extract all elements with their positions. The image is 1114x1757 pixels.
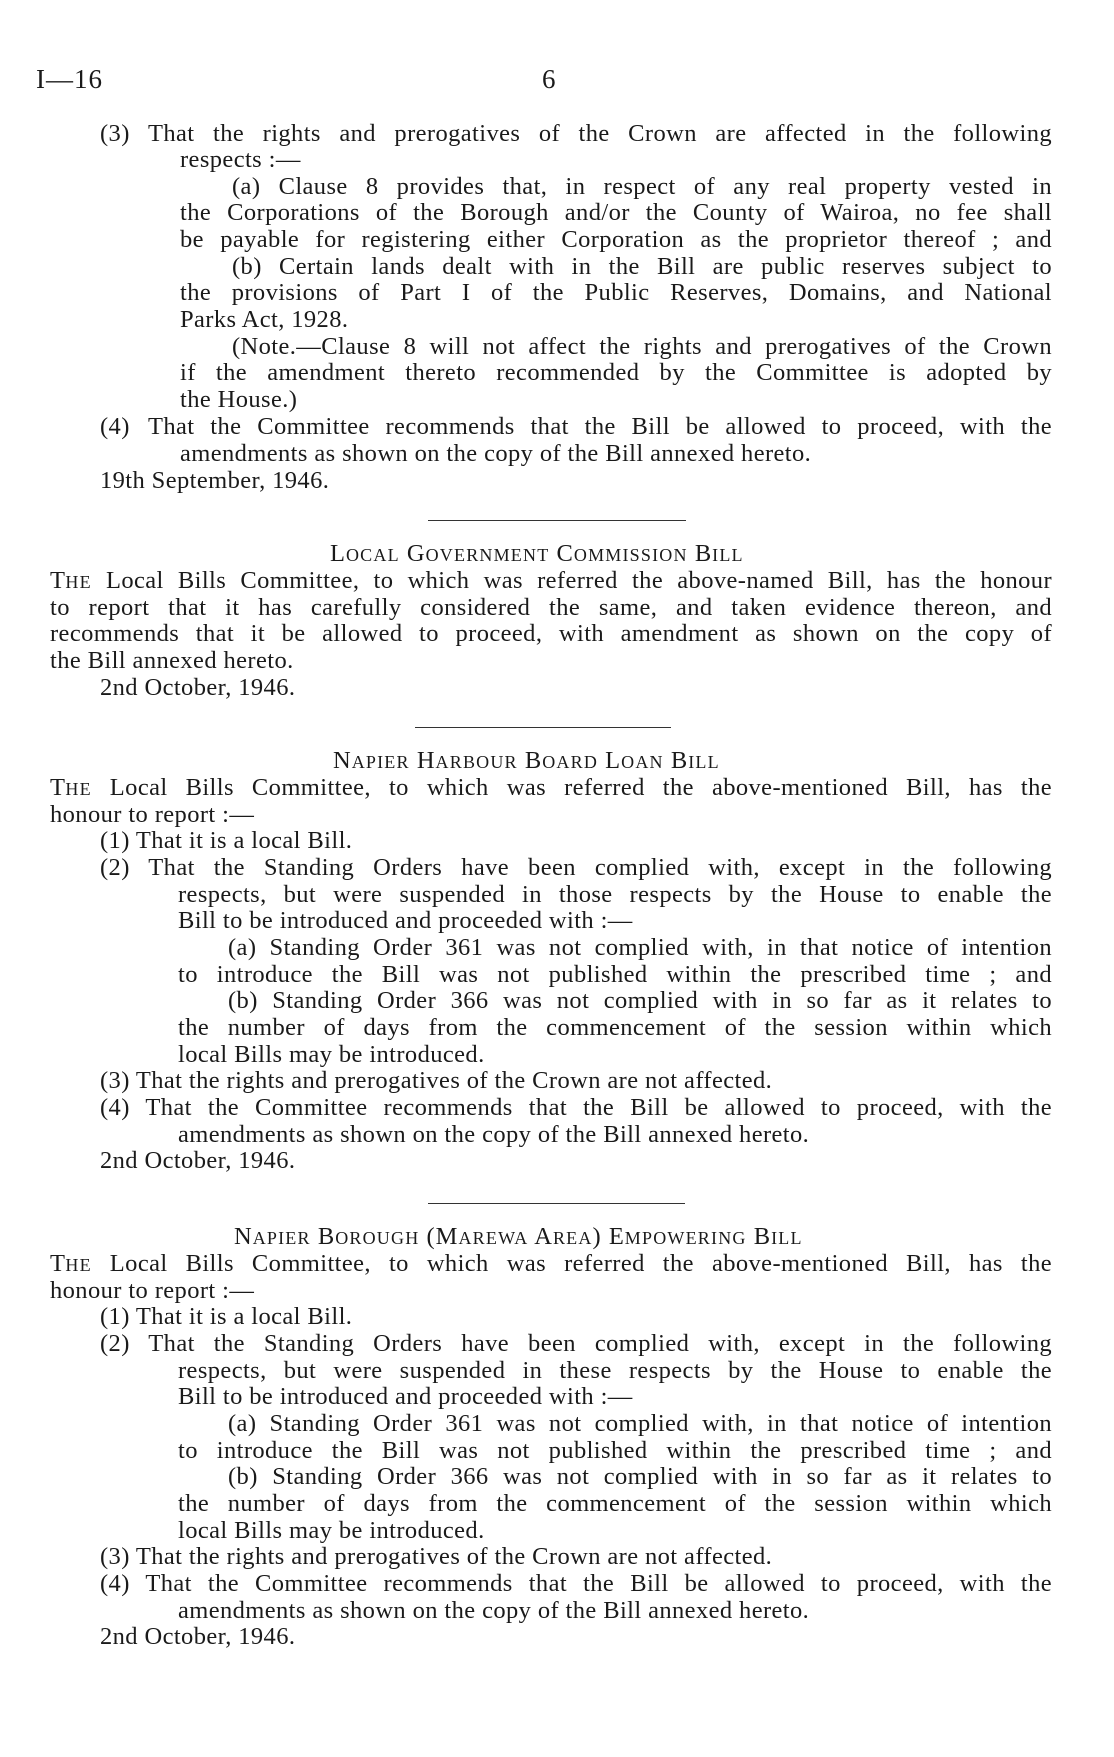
paragraph-line: (2) That the Standing Orders have been complied with, except in the following bbox=[100, 854, 1052, 881]
section-divider bbox=[415, 727, 671, 728]
clause-line: be payable for registering either Corporation as the proprietor thereof ; and bbox=[180, 226, 1052, 253]
report-line: honour to report :— bbox=[50, 1277, 255, 1304]
clause-line: (b) Certain lands dealt with in the Bill are public reserves subject to bbox=[232, 253, 1052, 280]
section-title: NAPIER BOROUGH (MAREWA AREA) EMPOWERING BILL bbox=[234, 1223, 803, 1250]
report-date: 2nd October, 1946. bbox=[100, 674, 296, 701]
clause-line: to introduce the Bill was not published within the prescribed time ; and bbox=[178, 1437, 1052, 1464]
clause-line: local Bills may be introduced. bbox=[178, 1041, 485, 1068]
paragraph-line: (1) That it is a local Bill. bbox=[100, 1303, 353, 1330]
report-date: 2nd October, 1946. bbox=[100, 1623, 296, 1650]
report-line: to report that it has carefully considered the same, and taken evidence thereon, and bbox=[50, 594, 1052, 621]
paragraph-line: amendments as shown on the copy of the Bill annexed hereto. bbox=[178, 1121, 810, 1148]
paragraph-number: (4) bbox=[100, 413, 130, 440]
paragraph-line: amendments as shown on the copy of the Bill annexed hereto. bbox=[180, 440, 812, 467]
clause-line: the provisions of Part I of the Public Reserves, Domains, and National bbox=[180, 279, 1052, 306]
section-divider bbox=[428, 520, 686, 521]
paragraph-line: That the rights and prerogatives of the Crown are affected in the following bbox=[148, 120, 1052, 147]
clause-line: (b) Standing Order 366 was not complied with in so far as it relates to bbox=[228, 1463, 1052, 1490]
paragraph-line: (3) That the rights and prerogatives of the Crown are not affected. bbox=[100, 1543, 773, 1570]
report-line: THE Local Bills Committee, to which was referred the above-named Bill, has the honour bbox=[50, 567, 1052, 594]
paragraph-line: (2) That the Standing Orders have been complied with, except in the following bbox=[100, 1330, 1052, 1357]
paragraph-line: amendments as shown on the copy of the Bill annexed hereto. bbox=[178, 1597, 810, 1624]
section-title: NAPIER HARBOUR BOARD LOAN BILL bbox=[333, 747, 720, 774]
paragraph-line: That the Committee recommends that the Bill be allowed to proceed, with the bbox=[148, 413, 1052, 440]
report-line: honour to report :— bbox=[50, 801, 255, 828]
clause-line: (b) Standing Order 366 was not complied with in so far as it relates to bbox=[228, 987, 1052, 1014]
clause-line: Parks Act, 1928. bbox=[180, 306, 349, 333]
report-date: 19th September, 1946. bbox=[100, 467, 330, 494]
paragraph-line: respects, but were suspended in those respects by the House to enable the bbox=[178, 881, 1052, 908]
clause-line: local Bills may be introduced. bbox=[178, 1517, 485, 1544]
clause-line: to introduce the Bill was not published within the prescribed time ; and bbox=[178, 961, 1052, 988]
report-line: THE Local Bills Committee, to which was referred the above-mentioned Bill, has the bbox=[50, 774, 1052, 801]
paragraph-line: respects, but were suspended in these respects by the House to enable the bbox=[178, 1357, 1052, 1384]
paragraph-line: Bill to be introduced and proceeded with :— bbox=[178, 1383, 633, 1410]
clause-line: (a) Standing Order 361 was not complied with, in that notice of intention bbox=[228, 1410, 1052, 1437]
page-series-number: I—16 bbox=[36, 64, 103, 94]
paragraph-line: (1) That it is a local Bill. bbox=[100, 827, 353, 854]
paragraph-number: (3) bbox=[100, 120, 130, 147]
page-number: 6 bbox=[542, 64, 556, 94]
clause-line: the number of days from the commencement of the session within which bbox=[178, 1014, 1052, 1041]
paragraph-line: respects :— bbox=[180, 146, 301, 173]
section-divider bbox=[428, 1203, 685, 1204]
clause-line: the Corporations of the Borough and/or the County of Wairoa, no fee shall bbox=[180, 199, 1052, 226]
report-date: 2nd October, 1946. bbox=[100, 1147, 296, 1174]
clause-line: (a) Clause 8 provides that, in respect of any real property vested in bbox=[232, 173, 1052, 200]
clause-line: (a) Standing Order 361 was not complied with, in that notice of intention bbox=[228, 934, 1052, 961]
paragraph-line: (3) That the rights and prerogatives of the Crown are not affected. bbox=[100, 1067, 773, 1094]
clause-line: the number of days from the commencement of the session within which bbox=[178, 1490, 1052, 1517]
note-line: (Note.—Clause 8 will not affect the rights and prerogatives of the Crown bbox=[232, 333, 1052, 360]
section-title: LOCAL GOVERNMENT COMMISSION BILL bbox=[330, 540, 744, 567]
report-line: recommends that it be allowed to proceed, with amendment as shown on the copy of bbox=[50, 620, 1052, 647]
note-line: if the amendment thereto recommended by the Committee is adopted by bbox=[180, 359, 1052, 386]
report-line: THE Local Bills Committee, to which was referred the above-mentioned Bill, has the bbox=[50, 1250, 1052, 1277]
paragraph-line: Bill to be introduced and proceeded with :— bbox=[178, 907, 633, 934]
paragraph-line: (4) That the Committee recommends that the Bill be allowed to proceed, with the bbox=[100, 1094, 1052, 1121]
note-line: the House.) bbox=[180, 386, 298, 413]
paragraph-line: (4) That the Committee recommends that the Bill be allowed to proceed, with the bbox=[100, 1570, 1052, 1597]
report-line: the Bill annexed hereto. bbox=[50, 647, 294, 674]
